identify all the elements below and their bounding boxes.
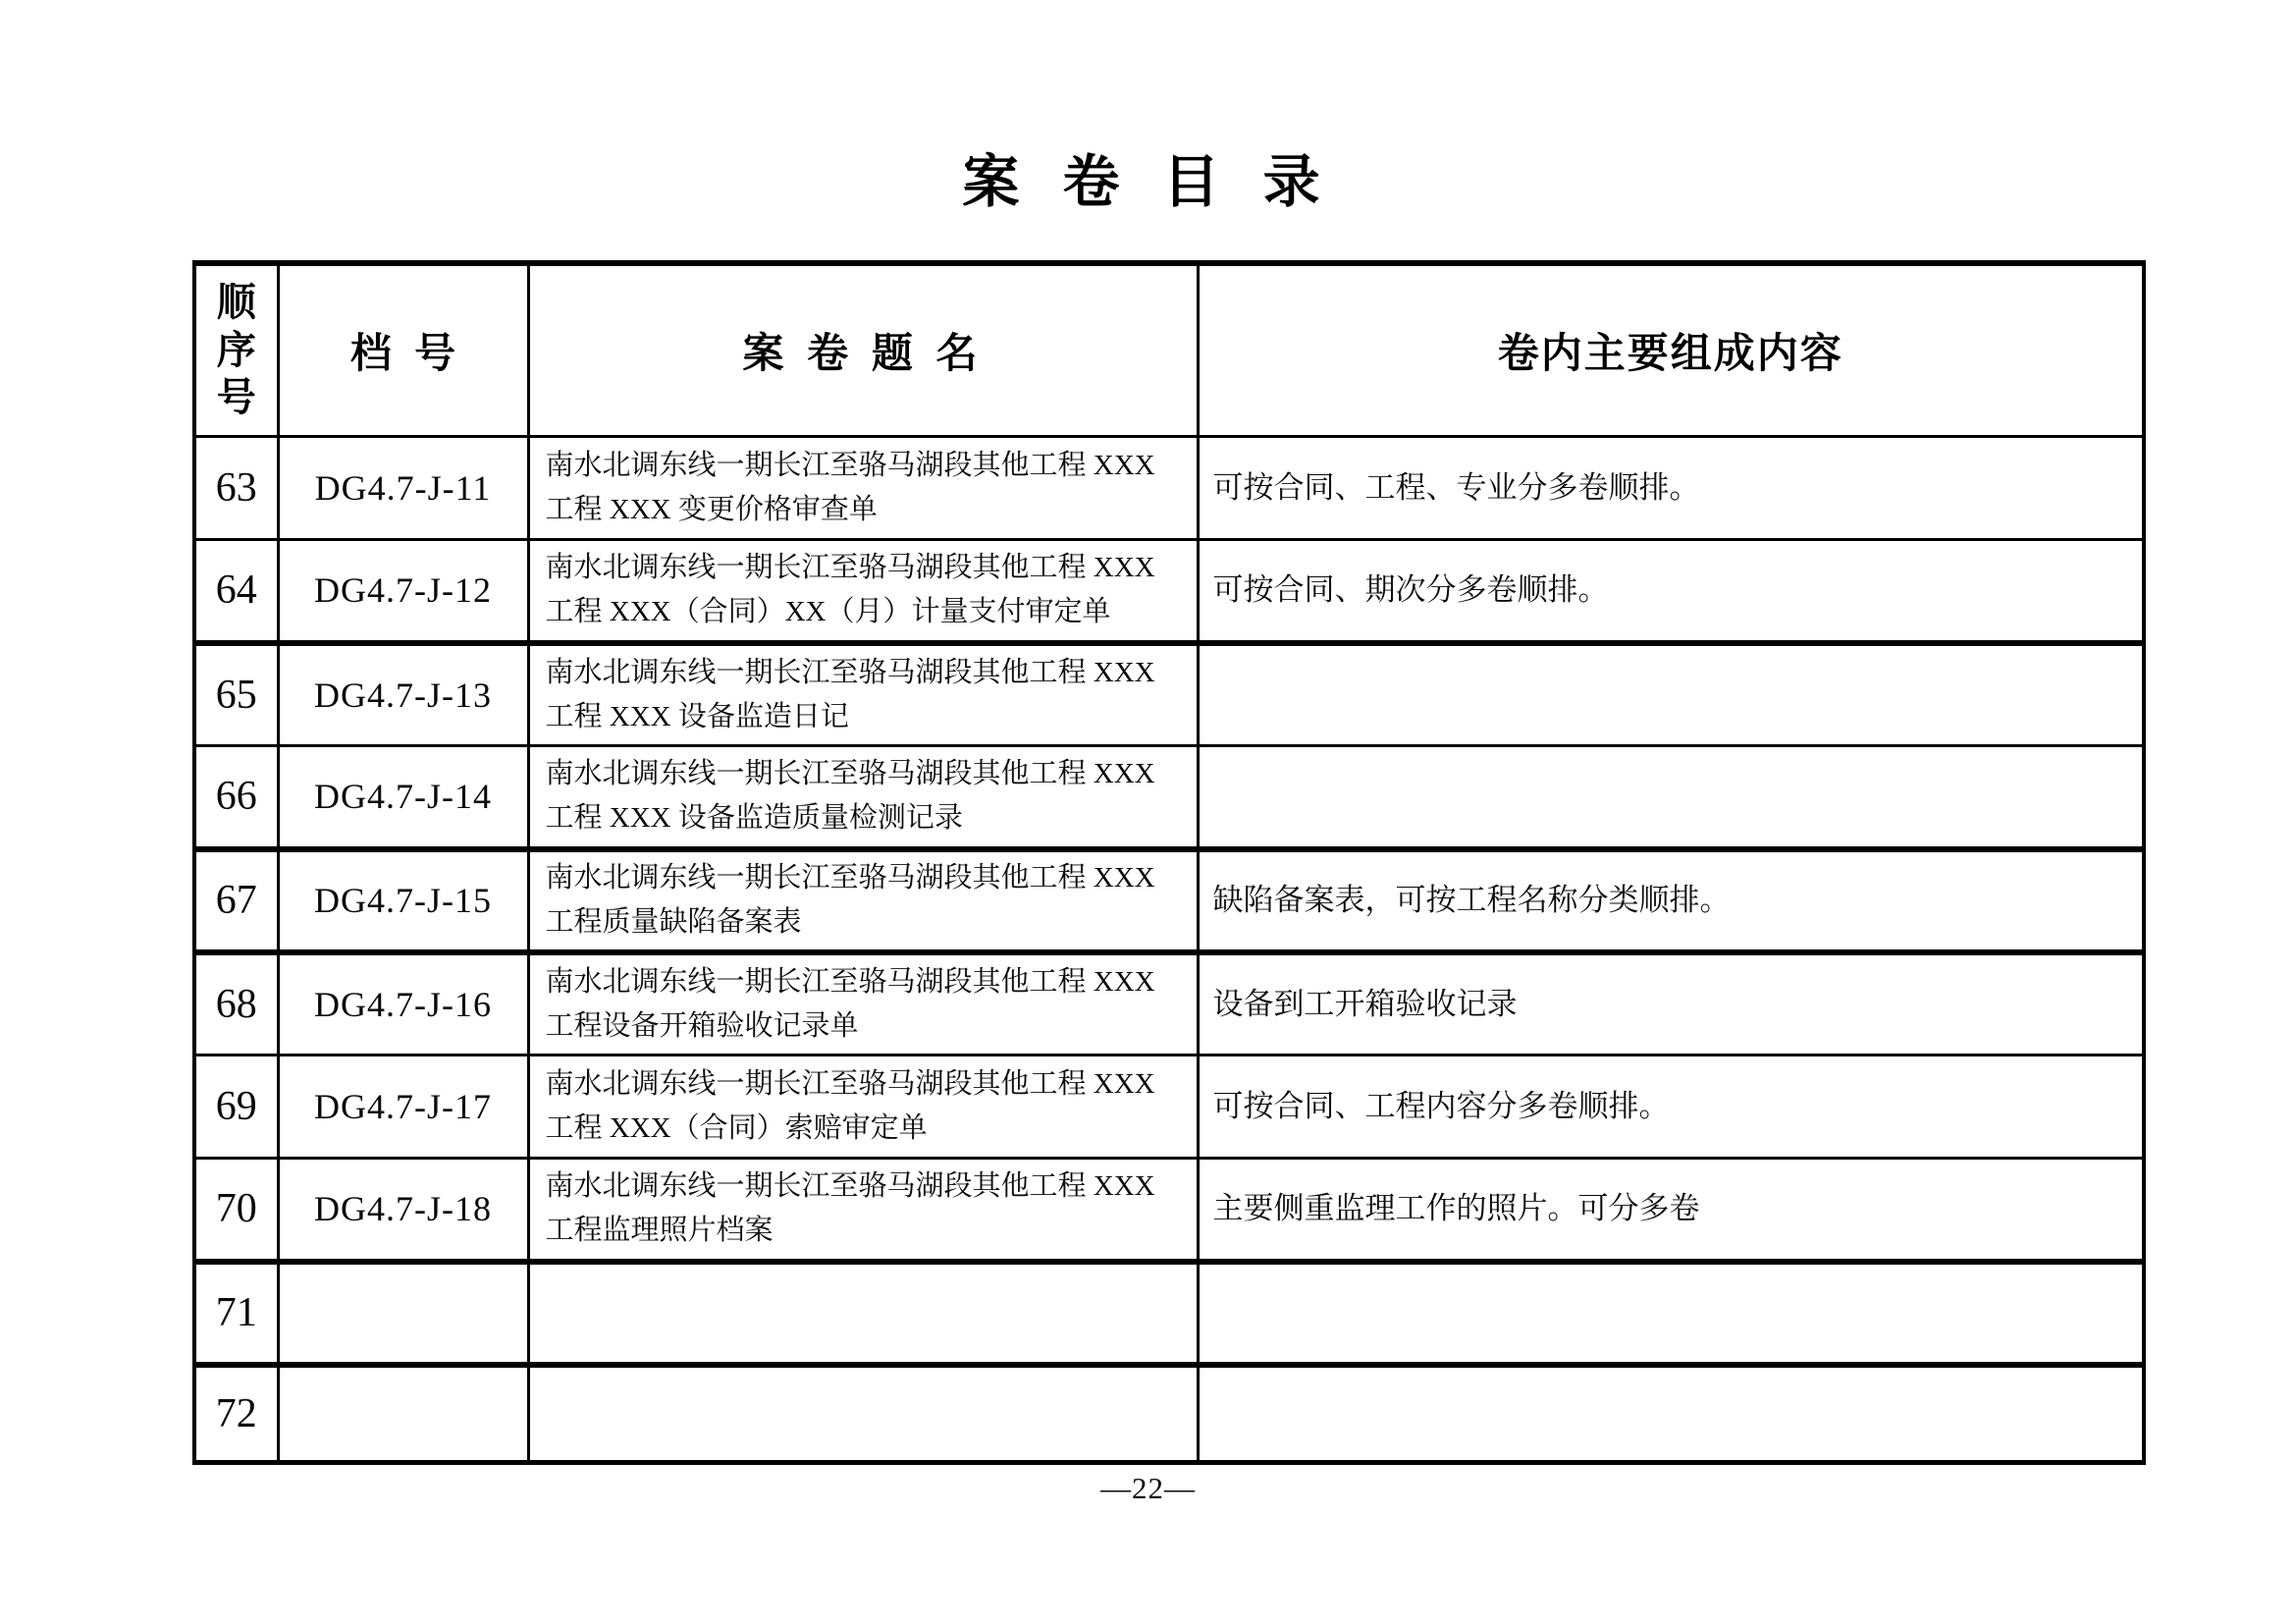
col-header-seq [194,263,278,437]
seq-cell: 69 [194,1056,278,1159]
content-cell: 缺陷备案表，可按工程名称分类顺排。 [1198,849,2144,952]
title-cell: 南水北调东线一期长江至骆马湖段其他工程 XXX 工程 XXX 设备监造质量检测记录 [528,746,1198,849]
title-cell: 南水北调东线一期长江至骆马湖段其他工程 XXX 工程 XXX（合同）索赔审定单 [528,1056,1198,1159]
file-no-cell: DG4.7-J-16 [278,952,528,1056]
seq-cell: 71 [194,1262,278,1365]
col-header-title: 案 卷 题 名 [528,263,1198,437]
file-no-cell: DG4.7-J-13 [278,643,528,746]
file-no-cell: DG4.7-J-14 [278,746,528,849]
seq-cell: 64 [194,540,278,643]
title-cell: 南水北调东线一期长江至骆马湖段其他工程 XXX 工程 XXX 变更价格审查单 [528,437,1198,540]
col-header-content: 卷内主要组成内容 [1198,263,2144,437]
title-cell: 南水北调东线一期长江至骆马湖段其他工程 XXX 工程质量缺陷备案表 [528,849,1198,952]
content-cell [1198,643,2144,746]
content-cell: 主要侧重监理工作的照片。可分多卷 [1198,1159,2144,1262]
table-row [194,849,2144,952]
title-cell [528,1365,1198,1463]
content-cell [1198,1365,2144,1463]
table-row [194,1365,2144,1463]
catalog-table [192,260,2146,1465]
table-row [194,1262,2144,1365]
col-header-seq-label: 顺序号 [216,280,256,420]
title-cell: 南水北调东线一期长江至骆马湖段其他工程 XXX 工程 XXX（合同）XX（月）计量支付审定单 [528,540,1198,643]
content-cell: 可按合同、工程、专业分多卷顺排。 [1198,437,2144,540]
table-row [194,643,2144,746]
file-no-cell: DG4.7-J-12 [278,540,528,643]
table-row [194,952,2144,1056]
col-header-file-no: 档 号 [278,263,528,437]
content-cell [1198,1262,2144,1365]
table-row [194,1056,2144,1159]
content-cell: 设备到工开箱验收记录 [1198,952,2144,1056]
table-row [194,437,2144,540]
content-cell [1198,746,2144,849]
file-no-cell: DG4.7-J-11 [278,437,528,540]
seq-cell: 66 [194,746,278,849]
title-cell: 南水北调东线一期长江至骆马湖段其他工程 XXX 工程设备开箱验收记录单 [528,952,1198,1056]
page-title: 案 卷 目 录 [962,150,1334,214]
content-cell: 可按合同、工程内容分多卷顺排。 [1198,1056,2144,1159]
seq-cell: 63 [194,437,278,540]
content-cell: 可按合同、期次分多卷顺排。 [1198,540,2144,643]
title-cell: 南水北调东线一期长江至骆马湖段其他工程 XXX 工程 XXX 设备监造日记 [528,643,1198,746]
file-no-cell [278,1262,528,1365]
seq-cell: 67 [194,849,278,952]
file-no-cell: DG4.7-J-18 [278,1159,528,1262]
page-number: —22— [1100,1471,1196,1505]
seq-cell: 65 [194,643,278,746]
file-no-cell: DG4.7-J-17 [278,1056,528,1159]
title-cell: 南水北调东线一期长江至骆马湖段其他工程 XXX 工程监理照片档案 [528,1159,1198,1262]
table-row [194,746,2144,849]
table-row [194,540,2144,643]
seq-cell: 68 [194,952,278,1056]
file-no-cell: DG4.7-J-15 [278,849,528,952]
file-no-cell [278,1365,528,1463]
header-row [194,263,2144,437]
seq-cell: 70 [194,1159,278,1262]
seq-cell: 72 [194,1365,278,1463]
table-row [194,1159,2144,1262]
title-cell [528,1262,1198,1365]
